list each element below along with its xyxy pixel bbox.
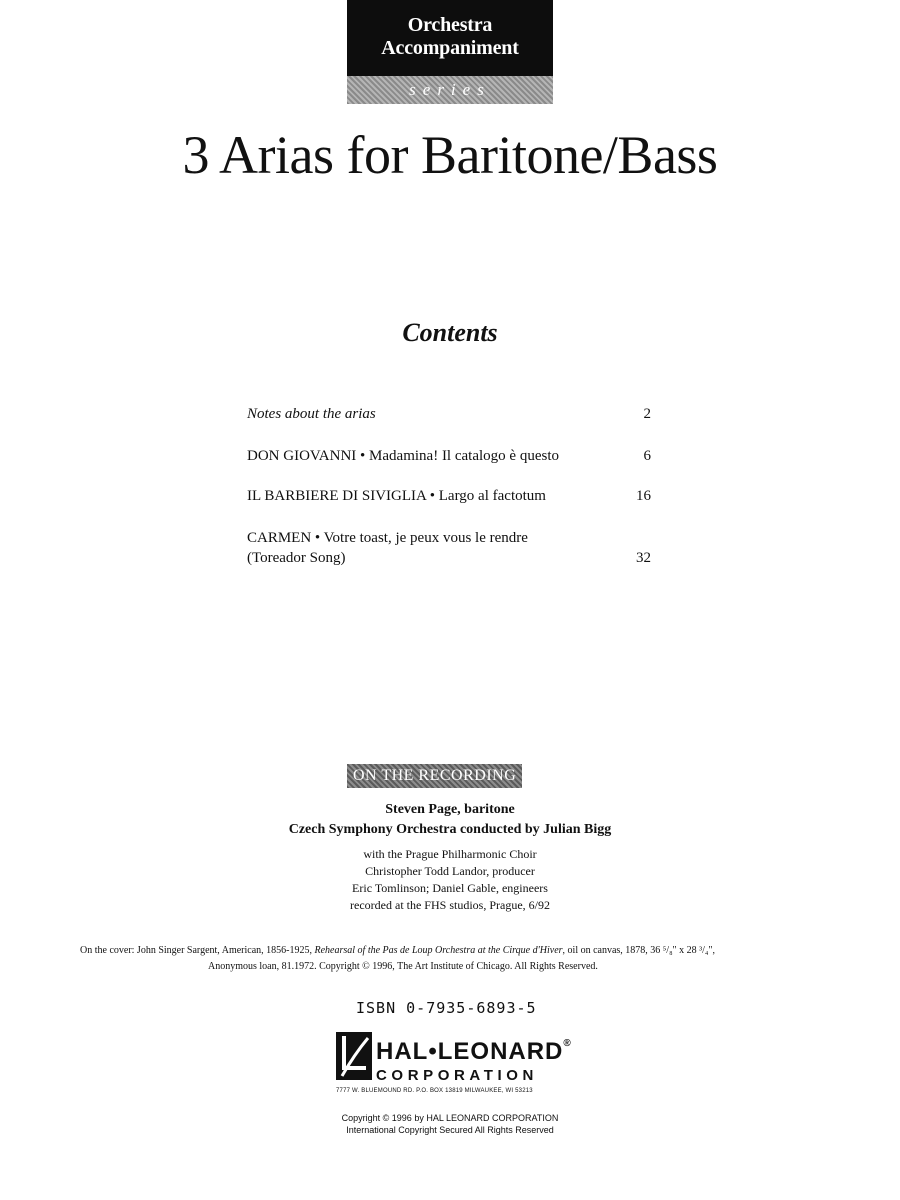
copyright-line2: International Copyright Secured All Rights Reserved (346, 1125, 554, 1135)
series-tag: series (347, 76, 553, 104)
publisher-name (376, 1038, 572, 1066)
isbn: ISBN 0-7935-6893-5 (356, 999, 537, 1017)
toc-item-title: DON GIOVANNI • Madamina! Il catalogo è questo (247, 448, 559, 464)
cover-credit-work: Rehearsal of the Pas de Loup Orchestra at the Cirque d'Hiver (314, 945, 563, 956)
copyright-line1: Copyright © 1996 by HAL LEONARD CORPORATION (341, 1113, 559, 1123)
toc-item-title: IL BARBIERE DI SIVIGLIA • Largo al factotum (247, 488, 546, 504)
toc-item-title-text: Notes about the arias (247, 406, 376, 422)
recording-detail: Christopher Todd Landor, producer (365, 864, 535, 878)
hal-leonard-mark-icon (336, 1032, 372, 1080)
toc-item-title-line2: (Toreador Song) (247, 550, 346, 566)
cover-credit-suffix: , oil on canvas, 1878, 36 ⁵/₈" x 28 ³/₄", (562, 945, 715, 956)
series-name-line1: Orchestra (407, 14, 493, 36)
toc-item-title (247, 404, 376, 424)
cover-credit (80, 943, 840, 975)
toc-item-page: 16 (636, 488, 651, 504)
series-name-line2: Accompaniment (381, 37, 519, 59)
cover-credit-prefix: On the cover: John Singer Sargent, American, 1856-1925, (80, 945, 315, 956)
recording-detail: Eric Tomlinson; Daniel Gable, engineers (352, 881, 548, 895)
publisher-name-text: HAL•LEONARD (376, 1038, 564, 1065)
recording-detail: recorded at the FHS studios, Prague, 6/92 (350, 898, 550, 912)
series-badge (347, 0, 553, 104)
publisher-corporation: CORPORATION (376, 1067, 538, 1084)
toc-item-title (247, 528, 528, 568)
performer: Steven Page, baritone (385, 802, 515, 817)
recording-detail: with the Prague Philharmonic Choir (363, 847, 537, 861)
orchestra: Czech Symphony Orchestra conducted by Julian Bigg (288, 822, 612, 837)
copyright (0, 1112, 900, 1136)
toc-item-title-line1: CARMEN • Votre toast, je peux vous le rendre (247, 530, 528, 546)
page-title: 3 Arias for Baritone/Bass (182, 125, 718, 185)
hal-leonard-logo (336, 1032, 596, 1104)
recording-badge: ON THE RECORDING (347, 764, 522, 788)
contents-heading: Contents (402, 318, 498, 347)
cover-credit-line2: Anonymous loan, 81.1972. Copyright © 1996, The Art Institute of Chicago. All Rights Reserved. (208, 961, 598, 972)
toc-item-page: 2 (643, 406, 651, 422)
toc-item-page: 32 (636, 550, 651, 566)
recording-credits (0, 800, 900, 914)
publisher-address: 7777 W. BLUEMOUND RD. P.O. BOX 13819 MILWAUKEE, WI 53213 (336, 1088, 533, 1094)
registered-mark: ® (563, 1038, 572, 1049)
toc-item-page: 6 (643, 448, 651, 464)
series-name (347, 0, 553, 76)
